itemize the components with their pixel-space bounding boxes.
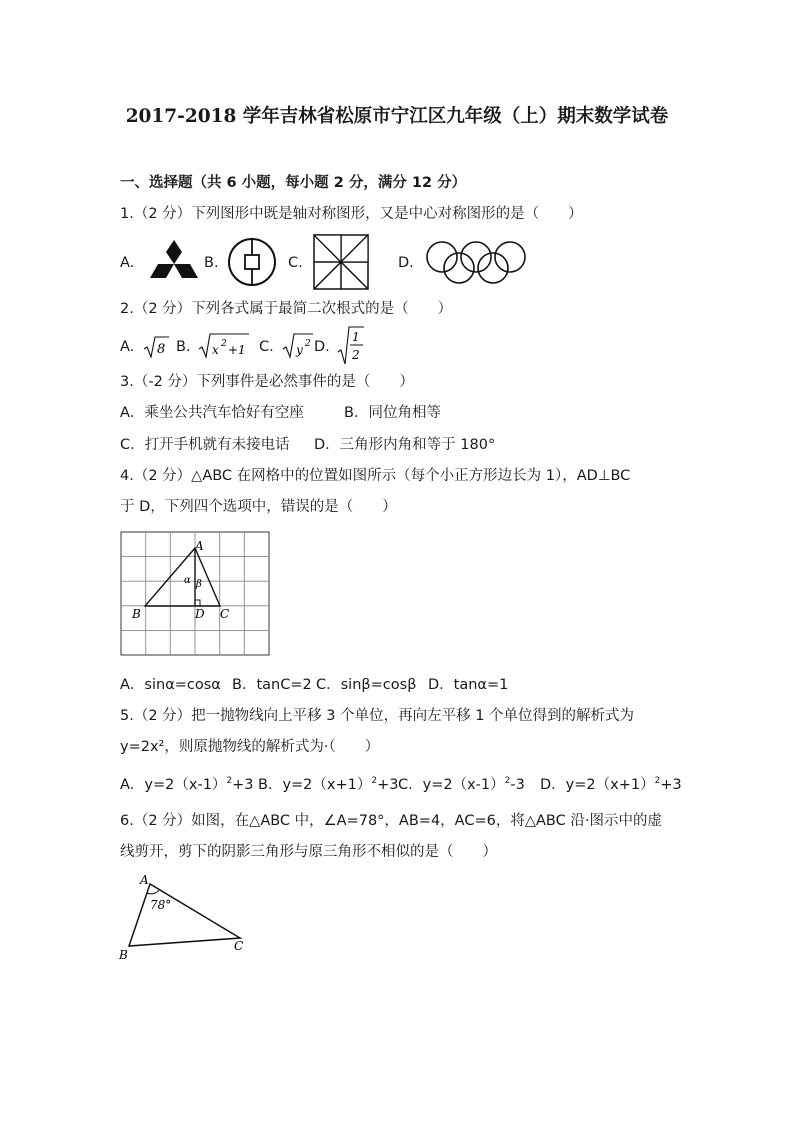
pinwheel-icon — [312, 233, 370, 294]
q1-option-b-label: B. — [204, 255, 219, 271]
section-heading: 一、选择题（共 6 小题，每小题 2 分，满分 12 分） — [120, 175, 467, 191]
exponent-b: 2 — [221, 339, 227, 349]
question-4-stem-line2: 于 D，下列四个选项中，错误的是（ ） — [120, 499, 397, 515]
q5-option-d-exp: 2 — [654, 776, 661, 786]
q4-option-b: B．tanC=2 — [232, 677, 312, 693]
grid-label-b: B — [132, 607, 141, 621]
q5-option-b-exp: 2 — [371, 776, 378, 786]
q5-option-c — [398, 777, 525, 792]
mitsubishi-logo-icon — [146, 238, 202, 289]
grid-label-alpha: α — [184, 575, 191, 586]
radical-sqrt-x2-plus-1 — [197, 331, 251, 362]
radical-sqrt-8 — [142, 335, 170, 362]
q5-option-d — [540, 777, 682, 792]
q5-option-d-base: D．y=2（x+1） — [540, 776, 655, 793]
q2-option-c-label: C. — [259, 339, 274, 355]
grid-label-beta: β — [196, 579, 202, 590]
grid-triangle-figure — [120, 531, 270, 660]
q5-option-d-tail: +3 — [660, 776, 682, 793]
q2-option-d-label: D. — [314, 339, 330, 355]
exponent-c: 2 — [305, 339, 311, 349]
olympic-rings-icon — [424, 238, 528, 291]
radicand-b-tail: +1 — [228, 343, 246, 357]
q3-option-d: D．三角形内角和等于 180° — [314, 437, 496, 453]
q5-option-a-tail: +3 — [232, 776, 254, 793]
q2-option-b-label: B. — [176, 339, 191, 355]
q3-option-b: B．同位角相等 — [344, 405, 441, 421]
q5-option-a-exp: 2 — [226, 776, 233, 786]
q1-option-d-label: D. — [398, 255, 414, 271]
q5-option-b-tail: +3 — [377, 776, 399, 793]
q4-option-a: A．sinα=cosα — [120, 677, 221, 693]
tri-label-b: B — [119, 948, 128, 962]
grid-label-a: A — [195, 539, 204, 553]
q5-option-c-tail: -3 — [510, 776, 525, 793]
tri-label-c: C — [234, 939, 244, 953]
question-1-stem: 1.（2 分）下列图形中既是轴对称图形，又是中心对称图形的是（ ） — [120, 206, 583, 222]
q4-option-d: D．tanα=1 — [428, 677, 509, 693]
question-5-stem-line1: 5.（2 分）把一抛物线向上平移 3 个单位，再向左平移 1 个单位得到的解析式为 — [120, 708, 635, 724]
q5-option-b — [258, 777, 398, 792]
radicand-c: y — [296, 343, 303, 357]
question-3-stem: 3.（-2 分）下列事件是必然事件的是（ ） — [120, 374, 414, 390]
fraction-numerator: 1 — [352, 330, 360, 344]
q4-option-c: C．sinβ=cosβ — [316, 677, 417, 693]
triangle-78-figure — [116, 870, 256, 969]
grid-label-c: C — [220, 607, 230, 621]
page-title: 2017-2018 学年吉林省松原市宁江区九年级（上）期末数学试卷 — [125, 106, 669, 127]
q1-option-c-label: C. — [288, 255, 303, 271]
radicand-b: x — [212, 343, 219, 357]
q5-option-a-base: A．y=2（x-1） — [120, 776, 227, 793]
q5-option-c-base: C．y=2（x-1） — [398, 776, 505, 793]
coin-symbol-icon — [226, 236, 278, 291]
radical-sqrt-y2 — [281, 331, 315, 362]
q3-option-c: C．打开手机就有未接电话 — [120, 437, 290, 453]
q2-option-a-label: A. — [120, 339, 135, 355]
question-2-stem: 2.（2 分）下列各式属于最简二次根式的是（ ） — [120, 301, 453, 317]
q5-option-c-exp: 2 — [504, 776, 511, 786]
question-6-stem-line2: 线剪开，剪下的阴影三角形与原三角形不相似的是（ ） — [120, 844, 497, 860]
q3-option-a: A．乘坐公共汽车恰好有空座 — [120, 405, 304, 421]
tri-angle-label: 78° — [150, 898, 172, 912]
tri-label-a: A — [140, 873, 149, 887]
grid-label-d: D — [195, 607, 205, 621]
question-4-stem-line1: 4.（2 分）△ABC 在网格中的位置如图所示（每个小正方形边长为 1），AD⊥BC — [120, 468, 631, 484]
question-5-stem-line2: y=2x²，则原抛物线的解析式为·（ ） — [120, 739, 380, 755]
q1-option-a-label: A. — [120, 255, 135, 271]
fraction-denominator: 2 — [352, 348, 360, 362]
question-6-stem-line1: 6.（2 分）如图，在△ABC 中，∠A=78°，AB=4，AC=6，将△ABC 沿·图示中的虚 — [120, 813, 662, 829]
q5-option-a — [120, 777, 254, 792]
radical-sqrt-half — [336, 324, 366, 369]
radicand-a: 8 — [157, 342, 166, 357]
q5-option-b-base: B．y=2（x+1） — [258, 776, 372, 793]
